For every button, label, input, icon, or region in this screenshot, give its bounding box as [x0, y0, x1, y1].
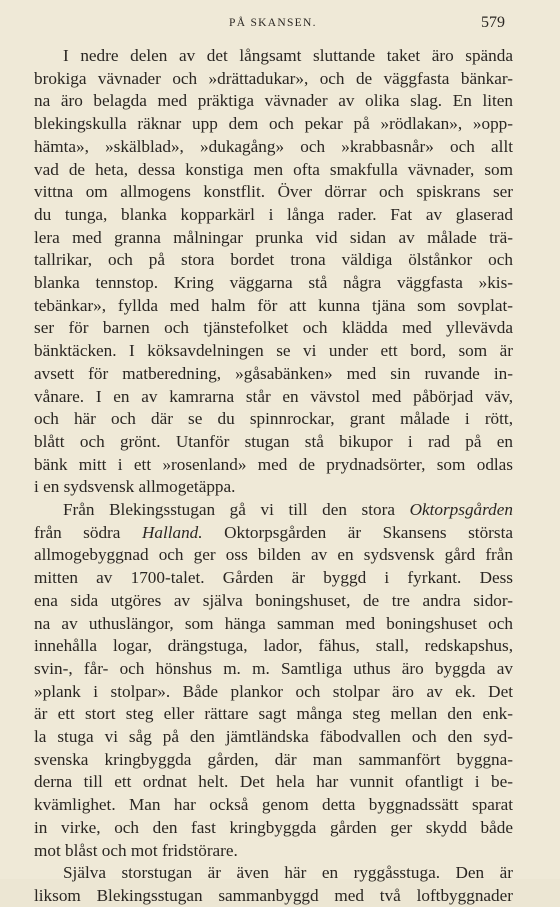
text-line: [34, 316, 513, 339]
text-line: [34, 385, 513, 408]
text-segment: vad de heta, dessa konstiga men ofta smakfulla vävnader, som: [34, 160, 513, 179]
text-line: [34, 770, 513, 793]
text-line: [34, 634, 513, 657]
text-segment: och här och där se du spinnrockar, grant målade i rött,: [34, 409, 513, 428]
text-segment: blekingskulla räknar upp dem och pekar på »rödlakan», »opp-: [34, 114, 513, 133]
text-segment: från södra: [34, 523, 142, 542]
text-segment: innehålla logar, drängstuga, lador, fähus, stall, redskapshus,: [34, 636, 513, 655]
text-segment: är ett stort steg eller rättare sagt många steg mellan den enk-: [34, 704, 513, 723]
text-segment: na äro belagda med präktiga vävnader av olika slag. En liten: [34, 91, 513, 110]
text-segment: tallrikar, och på stora bordet trona väldiga ölstånkor och: [34, 250, 513, 269]
text-line: [63, 44, 513, 67]
text-line: [34, 612, 513, 635]
italic-text: Oktorpsgården: [409, 500, 513, 519]
text-segment: in virke, och den fast kringbyggda gården ger skydd både: [34, 818, 513, 837]
text-line: [34, 589, 513, 612]
text-segment: avsett för matberedning, »gåsabänken» med sin ruvande in-: [34, 364, 513, 383]
text-line: [34, 158, 513, 181]
text-line: [34, 339, 513, 362]
page-header: [0, 14, 560, 39]
text-segment: kvämlighet. Man har också genom detta byggnadssätt sparat: [34, 795, 513, 814]
text-line: [34, 112, 513, 135]
text-segment: i en sydsvensk allmogetäppa.: [34, 477, 236, 496]
text-line: [34, 180, 513, 203]
text-segment: svin-, får- och hönshus m. m. Samtliga uthus äro byggda av: [34, 659, 513, 678]
text-line: [34, 430, 513, 453]
text-line: [34, 67, 513, 90]
text-segment: bänktäcken. I köksavdelningen se vi under ett bord, som är: [34, 341, 513, 360]
text-line: [63, 861, 513, 884]
text-line: [34, 816, 513, 839]
text-line: [34, 135, 513, 158]
text-line: [34, 294, 513, 317]
text-line: [34, 657, 513, 680]
italic-text: Halland.: [141, 523, 203, 542]
text-line: [34, 793, 513, 816]
text-segment: Själva storstugan är även här en ryggåsstuga. Den är: [63, 863, 513, 882]
text-line: [63, 498, 513, 521]
text-line: [34, 203, 513, 226]
text-segment: allmogebyggnad och ger oss bilden av en sydsvensk gård från: [34, 545, 513, 564]
text-segment: la stuga vi såg på den jämtländska fäbodvallen och den syd-: [34, 727, 513, 746]
text-line: [34, 884, 513, 907]
text-line: [34, 248, 513, 271]
text-line: [34, 748, 513, 771]
text-line: [34, 271, 513, 294]
running-title: PÅ SKANSEN.: [229, 17, 317, 29]
text-line: [34, 521, 513, 544]
text-segment: blått och grönt. Utanför stugan stå bikupor i rad på en: [34, 432, 513, 451]
text-segment: vånare. I en av kamrarna står en vävstol med påbörjad väv,: [34, 387, 513, 406]
text-line: [34, 566, 513, 589]
text-line: [34, 839, 238, 862]
text-line: [34, 702, 513, 725]
text-segment: brokiga vävnader och »drättadukar», och de väggfasta bänkar-: [34, 69, 513, 88]
text-segment: liksom Blekingsstugan sammanbyggd med två loftbyggnader: [34, 886, 513, 905]
text-segment: vittna om allmogens konstflit. Över dörrar och spiskrans ser: [34, 182, 513, 201]
text-line: [34, 362, 513, 385]
text-segment: »plank i stolpar». Både plankor och stolpar äro av ek. Det: [34, 682, 513, 701]
text-segment: bänk mitt i ett »rosenland» med de prydnadsörter, som odlas: [34, 455, 513, 474]
text-segment: svenska kringbyggda gården, där man sammanfört byggna-: [34, 750, 513, 769]
text-line: [34, 725, 513, 748]
text-segment: na av uthuslängor, som hänga samman med boningshuset och: [34, 614, 513, 633]
text-line: [34, 226, 513, 249]
text-segment: tebänkar», fyllda med halm för att kunna tjäna som sovplat-: [34, 296, 513, 315]
text-segment: mot blåst och mot fridstörare.: [34, 841, 238, 860]
page-number: 579: [481, 14, 505, 31]
text-line: [34, 407, 513, 430]
text-segment: mitten av 1700-talet. Gården är byggd i fyrkant. Dess: [34, 568, 513, 587]
text-segment: ena sida utgöres av själva boningshuset, de tre andra sidor-: [34, 591, 513, 610]
text-segment: lera med granna målningar prunka vid sidan av målade trä-: [34, 228, 513, 247]
text-segment: I nedre delen av det långsamt sluttande taket äro spända: [63, 46, 513, 65]
text-line: [34, 453, 513, 476]
text-segment: ser för barnen och tjänstefolket och klädda med yllevävda: [34, 318, 513, 337]
text-segment: du tunga, blanka kopparkärl i långa rader. Fat av glaserad: [34, 205, 513, 224]
text-line: [34, 543, 513, 566]
text-segment: derna till ett ordnat helt. Det hela har vunnit ofantligt i be-: [34, 772, 513, 791]
text-line: [34, 89, 513, 112]
text-segment: blanka tennstop. Kring väggarna stå några väggfasta »kis-: [34, 273, 513, 292]
text-segment: hämta», »skälblad», »dukagång» och »krabbasnår» och allt: [34, 137, 513, 156]
text-segment: Oktorpsgården är Skansens största: [202, 523, 513, 542]
text-line: [34, 680, 513, 703]
text-segment: Från Blekingsstugan gå vi till den stora: [63, 500, 410, 519]
text-line: [34, 475, 235, 498]
